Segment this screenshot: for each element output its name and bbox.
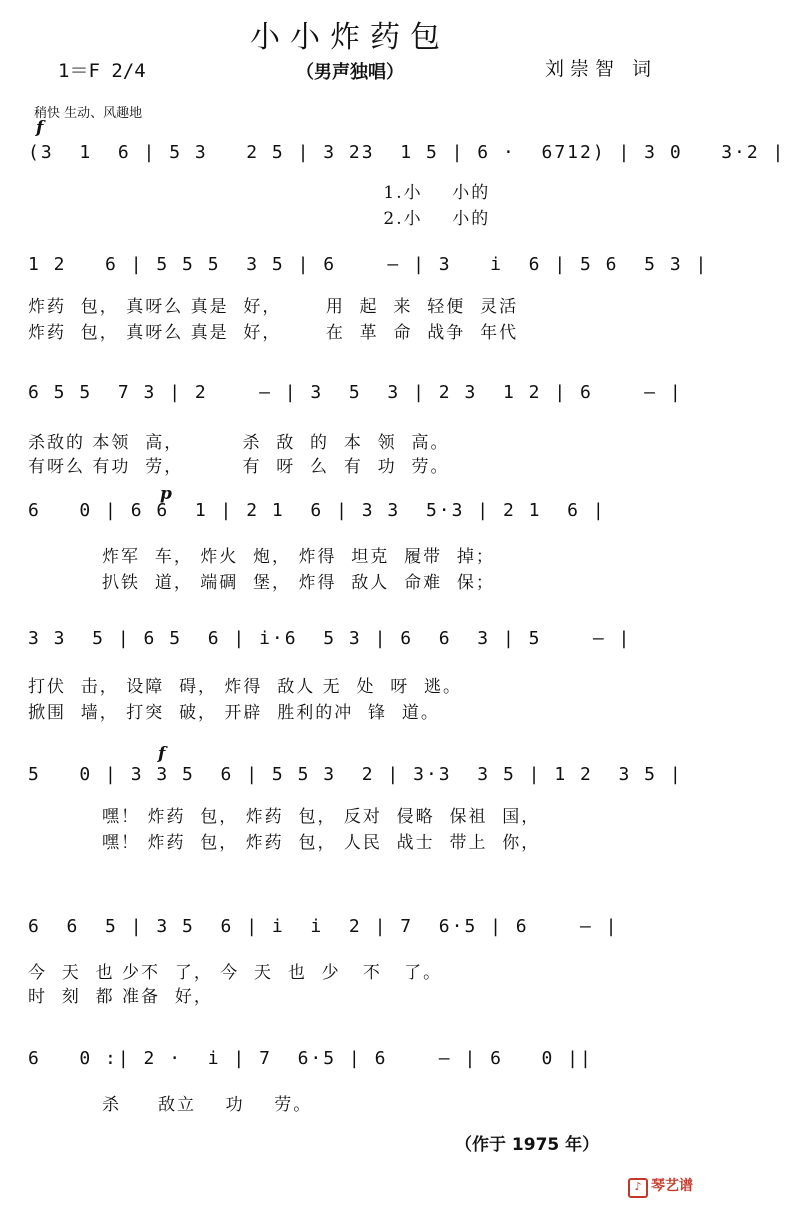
- notes: 6 0 :| 2 · i | 7 6·5 | 6 — | 6 0 ||: [28, 1048, 593, 1069]
- notes: 6 0 | 6 6 1 | 2 1 6 | 3 3 5·3 | 2 1 6 |: [28, 500, 606, 521]
- notation-line-1: [28, 140, 785, 170]
- notation-line-2: [28, 252, 709, 282]
- notes: (3 1 6 | 5 3 2 5 | 3 23 1 5 | 6 · 6712) | 3 0 3·2 |: [28, 142, 785, 163]
- lyric-verse-1: 炸药 包， 真呀么 真是 好， 用 起 来 轻便 灵活: [28, 297, 519, 317]
- watermark-logo: [628, 1175, 693, 1198]
- song-title: 小小炸药包: [250, 20, 450, 55]
- subtitle: （男声独唱）: [296, 62, 404, 83]
- dynamic-piano: p: [160, 484, 172, 504]
- lyric-verse-1: 炸军 车， 炸火 炮， 炸得 坦克 履带 掉；: [28, 547, 495, 567]
- dynamic-forte: f: [158, 744, 166, 764]
- key-signature: 1＝F 2/4: [58, 60, 146, 82]
- notes: 6 6 5 | 3 5 6 | i i 2 | 7 6·5 | 6 — |: [28, 916, 619, 937]
- notation-line-5: [28, 626, 668, 656]
- composition-date: （作于 1975 年）: [455, 1135, 600, 1155]
- logo-icon: ♪: [628, 1178, 648, 1198]
- notes: 6 5 5 7 3 | 2 — | 3 5 3 | 2 3 1 2 | 6 — |: [28, 382, 683, 403]
- notes: 3 3 5 | 6 5 6 | i·6 5 3 | 6 6 3 | 5 — |: [28, 628, 632, 649]
- notes: 1 2 6 | 5 5 5 3 5 | 6 — | 3 i 6 | 5 6 5 3 |: [28, 254, 709, 275]
- notation-line-4: [28, 498, 668, 528]
- notation-line-7: [28, 914, 668, 944]
- notes: 5 0 | 3 3 5 6 | 5 5 3 2 | 3·3 3 5 | 1 2 3 5 |: [28, 764, 683, 785]
- lyric-verse-2: 扒铁 道， 端碉 堡， 炸得 敌人 命难 保；: [28, 573, 495, 593]
- lyric-verse-1: 打伏 击， 设障 碍， 炸得 敌人 无 处 呀 逃。: [28, 677, 463, 697]
- notation-line-8: [28, 1046, 668, 1076]
- lyric-verse-1: 今 天 也 少不 了， 今 天 也 少 不 了。: [28, 963, 443, 983]
- lyric-verse-2: 炸药 包， 真呀么 真是 好， 在 革 命 战争 年代: [28, 323, 519, 343]
- lyricist-credit: 刘崇智 词: [545, 58, 658, 80]
- notation-line-3: [28, 380, 683, 410]
- tempo-marking: 稍快 生动、风趣地: [34, 106, 143, 121]
- lyric-verse-2: 2.小 小的: [28, 209, 491, 229]
- lyric-verse-1: 杀 敌立 功 劳。: [28, 1095, 313, 1115]
- lyric-verse-1: 嘿！ 炸药 包， 炸药 包， 反对 侵略 保祖 国，: [28, 807, 541, 827]
- lyric-verse-2: 时 刻 都 准备 好，: [28, 987, 213, 1007]
- lyric-verse-2: 嘿！ 炸药 包， 炸药 包， 人民 战士 带上 你，: [28, 833, 541, 853]
- lyric-verse-1: 1.小 小的: [28, 183, 491, 203]
- dynamic-forte: f: [36, 118, 44, 138]
- watermark-text: 琴艺谱: [651, 1178, 693, 1194]
- lyric-verse-1: 杀敌的 本领 高， 杀 敌 的 本 领 高。: [28, 433, 450, 453]
- lyric-verse-2: 掀围 墙， 打突 破， 开辟 胜利的冲 锋 道。: [28, 703, 440, 723]
- lyric-verse-2: 有呀么 有功 劳， 有 呀 么 有 功 劳。: [28, 457, 450, 477]
- notation-line-6: [28, 762, 683, 792]
